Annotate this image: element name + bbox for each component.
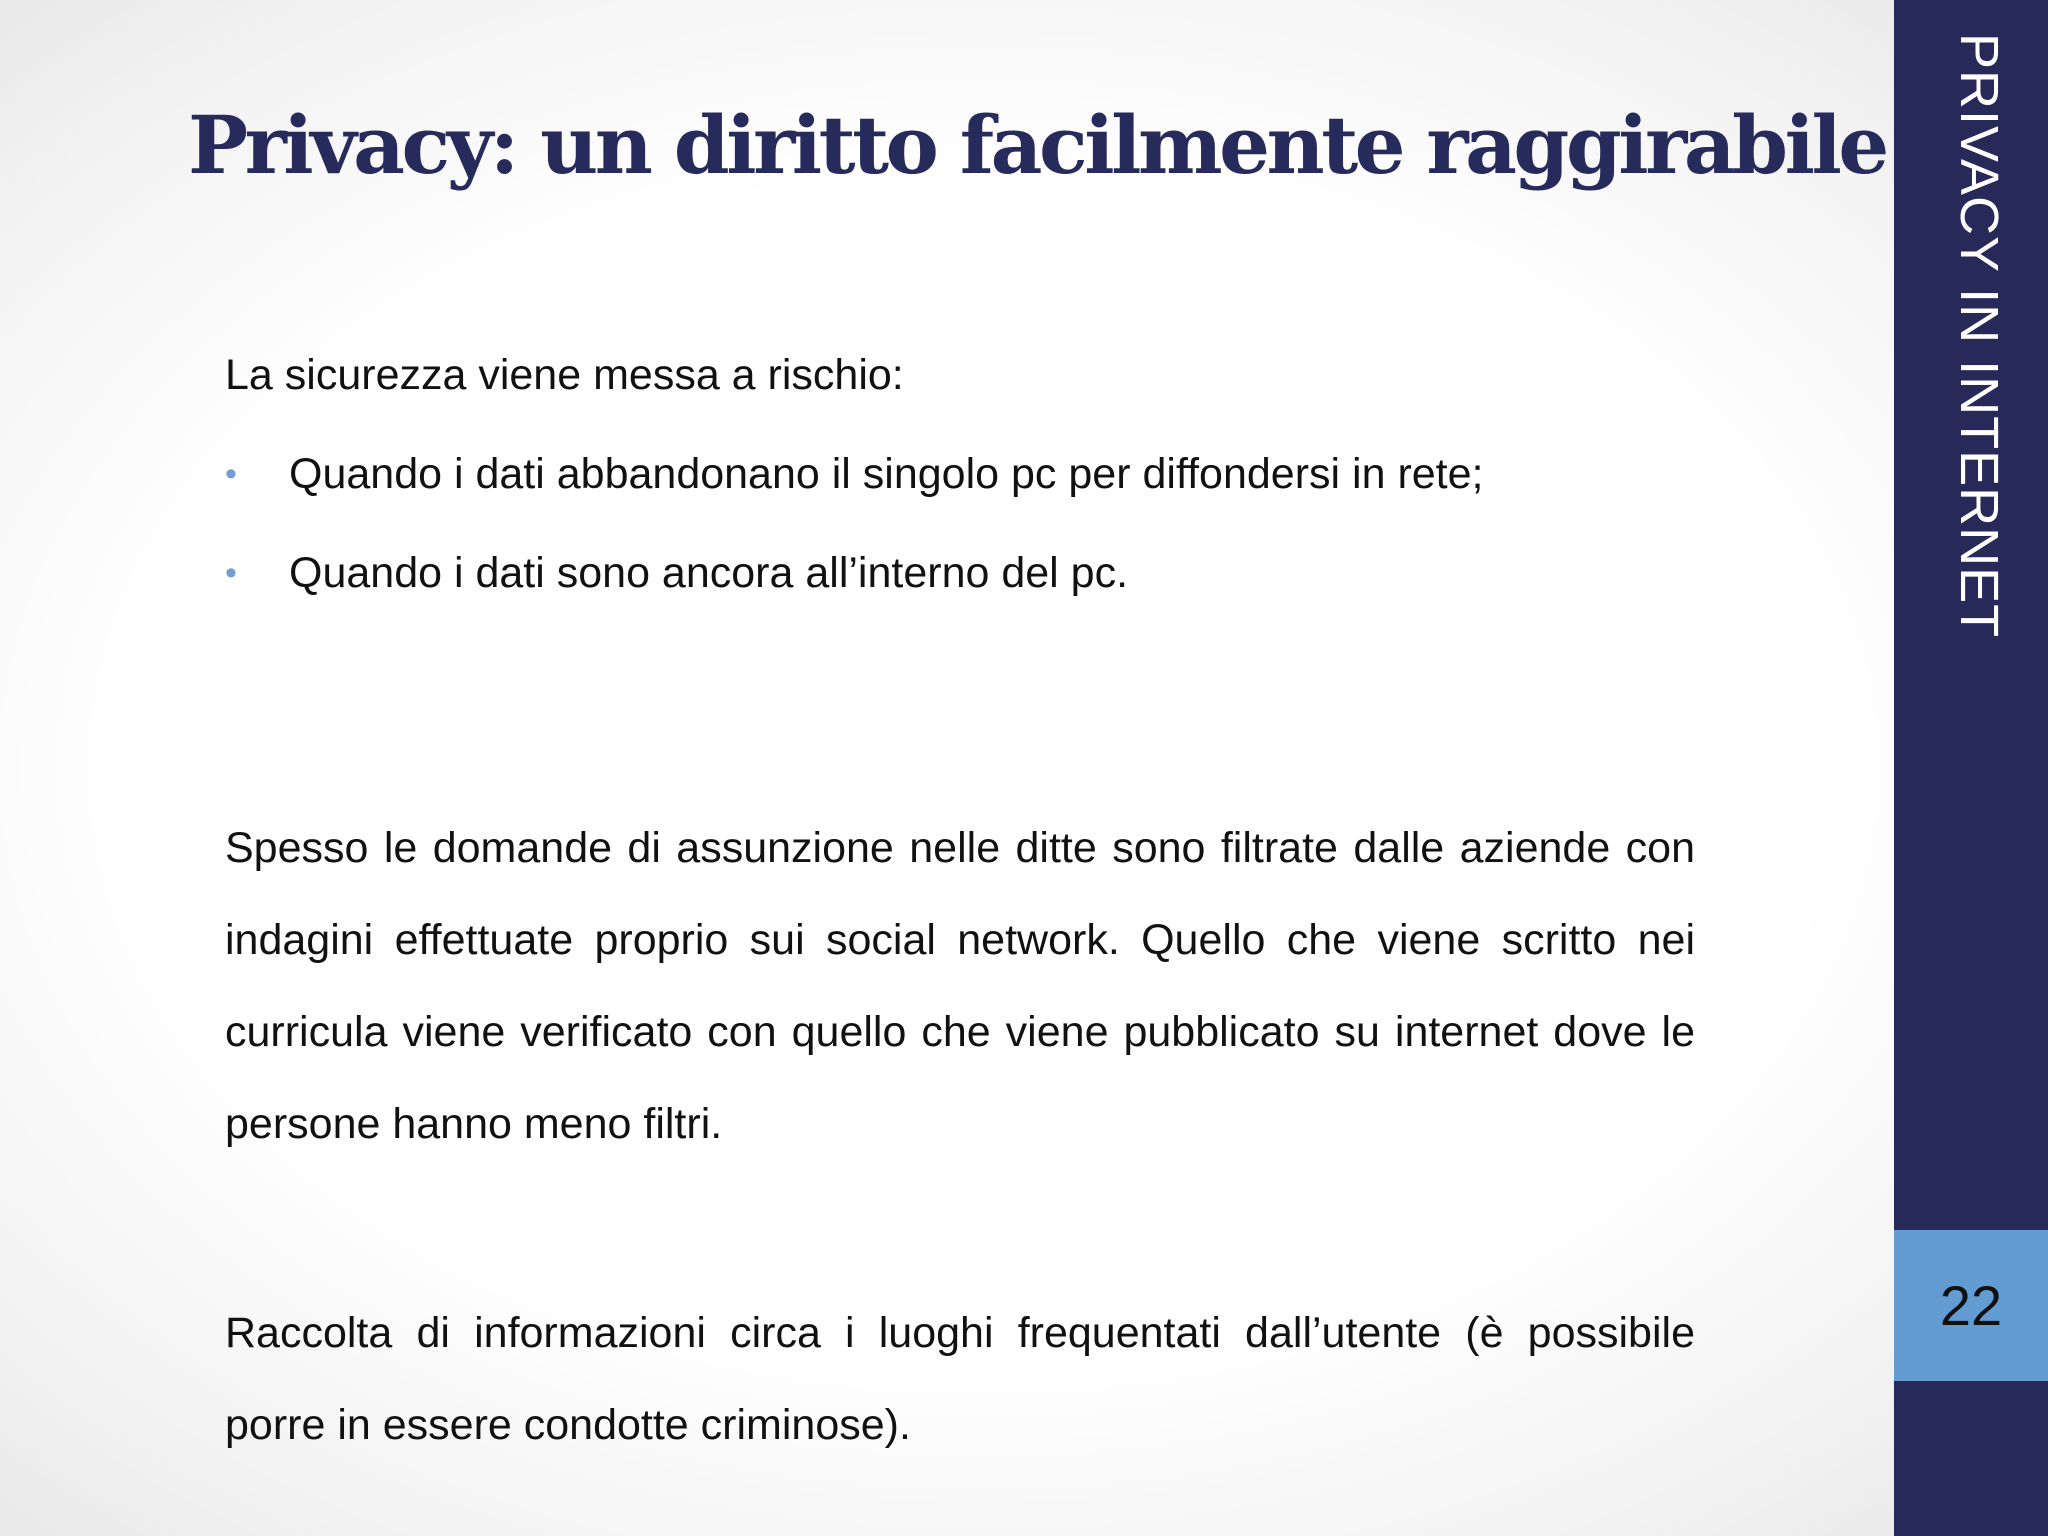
bullet-item [225, 444, 1695, 543]
page-number-box [1894, 1230, 2048, 1381]
bullet-text: Quando i dati sono ancora all’interno del pc. [289, 549, 1129, 597]
page-number: 22 [1939, 1274, 2003, 1337]
bullet-icon: • [225, 455, 237, 493]
slide-title: Privacy: un diritto facilmente raggirabile [188, 98, 1886, 192]
paragraph-recruiting: Spesso le domande di assunzione nelle ditte sono filtrate dalle aziende con indagini effettuate proprio sui social network. Quello che viene scritto nei curricula viene verificato con quello che viene pubblicato su internet dove le persone hanno meno filtri. [225, 824, 1695, 1148]
section-title: PRIVACY IN INTERNET [1949, 33, 2009, 639]
intro-text: La sicurezza viene messa a rischio: [225, 351, 904, 399]
bullet-item [225, 543, 1695, 642]
bullet-text: Quando i dati abbandonano il singolo pc per diffondersi in rete; [289, 450, 1484, 498]
paragraph-location: Raccolta di informazioni circa i luoghi frequentati dall’utente (è possibile porre in essere condotte criminose). [225, 1309, 1695, 1449]
bullet-icon: • [225, 554, 237, 592]
bullet-list [225, 444, 1695, 642]
